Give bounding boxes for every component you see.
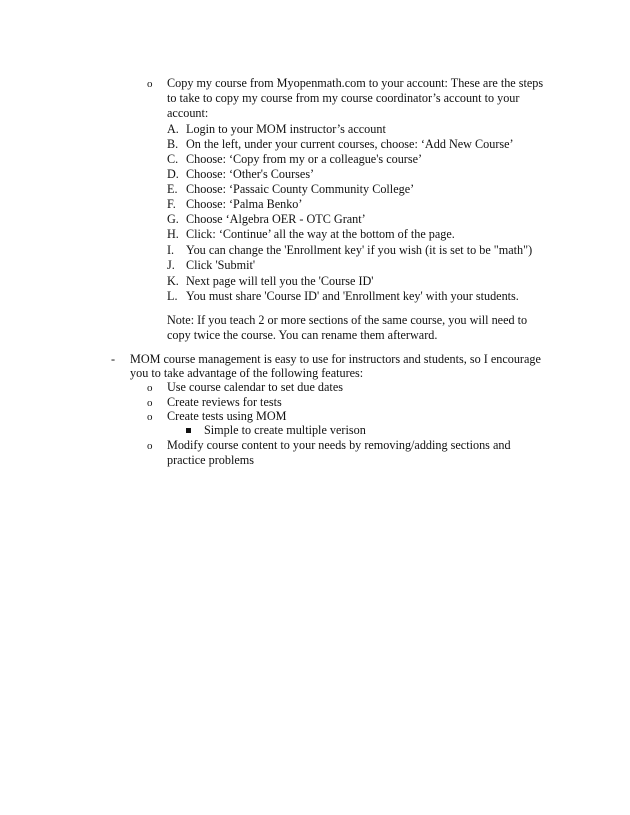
feature-text-3: Create tests using MOM xyxy=(167,409,287,423)
feature-text-1: Use course calendar to set due dates xyxy=(167,380,343,394)
note-line-2: copy twice the course. You can rename them afterward. xyxy=(167,328,438,342)
step-text-l: You must share 'Course ID' and 'Enrollment key' with your students. xyxy=(186,289,519,303)
step-letter-e: E. xyxy=(167,182,178,196)
step-letter-i: I. xyxy=(167,243,175,257)
step-text-b: On the left, under your current courses, choose: ‘Add New Course’ xyxy=(186,137,514,151)
copy-intro-line-1: Copy my course from Myopenmath.com to your account: These are the steps xyxy=(167,76,544,90)
management-line-1: MOM course management is easy to use for instructors and students, so I encourage xyxy=(130,352,541,366)
feature-text-4-line-1: Modify course content to your needs by removing/adding sections and xyxy=(167,438,511,452)
sub-feature-text: Simple to create multiple verison xyxy=(204,423,366,437)
square-bullet-icon xyxy=(186,428,191,433)
feature-bullet-2: o xyxy=(147,397,153,409)
feature-text-2: Create reviews for tests xyxy=(167,395,282,409)
step-letter-d: D. xyxy=(167,167,179,181)
step-letter-f: F. xyxy=(167,197,176,211)
step-letter-c: C. xyxy=(167,152,179,166)
step-text-j: Click 'Submit' xyxy=(186,258,256,272)
feature-bullet-4: o xyxy=(147,440,153,452)
step-text-i: You can change the 'Enrollment key' if you wish (it is set to be "math") xyxy=(186,243,533,257)
step-text-e: Choose: ‘Passaic County Community College’ xyxy=(186,182,415,196)
copy-intro-line-3: account: xyxy=(167,106,209,120)
step-text-c: Choose: ‘Copy from my or a colleague's course’ xyxy=(186,152,423,166)
list-dash-management: - xyxy=(111,352,116,366)
step-text-f: Choose: ‘Palma Benko’ xyxy=(186,197,303,211)
step-letter-j: J. xyxy=(167,258,175,272)
feature-text-4-line-2: practice problems xyxy=(167,453,254,467)
step-text-k: Next page will tell you the 'Course ID' xyxy=(186,274,374,288)
feature-bullet-1: o xyxy=(147,382,153,394)
step-letter-g: G. xyxy=(167,212,179,226)
list-bullet-copy-course: o xyxy=(147,78,153,90)
copy-intro-line-2: to take to copy my course from my course coordinator’s account to your xyxy=(167,91,520,105)
note-line-1: Note: If you teach 2 or more sections of the same course, you will need to xyxy=(167,313,528,327)
step-text-g: Choose ‘Algebra OER - OTC Grant’ xyxy=(186,212,366,226)
feature-bullet-3: o xyxy=(147,411,153,423)
step-letter-k: K. xyxy=(167,274,179,288)
step-letter-b: B. xyxy=(167,137,179,151)
management-line-2: you to take advantage of the following features: xyxy=(130,366,364,380)
step-letter-a: A. xyxy=(167,122,179,136)
step-text-a: Login to your MOM instructor’s account xyxy=(186,122,386,136)
step-text-h: Click: ‘Continue’ all the way at the bottom of the page. xyxy=(186,227,455,241)
step-letter-h: H. xyxy=(167,227,179,241)
step-letter-l: L. xyxy=(167,289,178,303)
step-text-d: Choose: ‘Other's Courses’ xyxy=(186,167,315,181)
